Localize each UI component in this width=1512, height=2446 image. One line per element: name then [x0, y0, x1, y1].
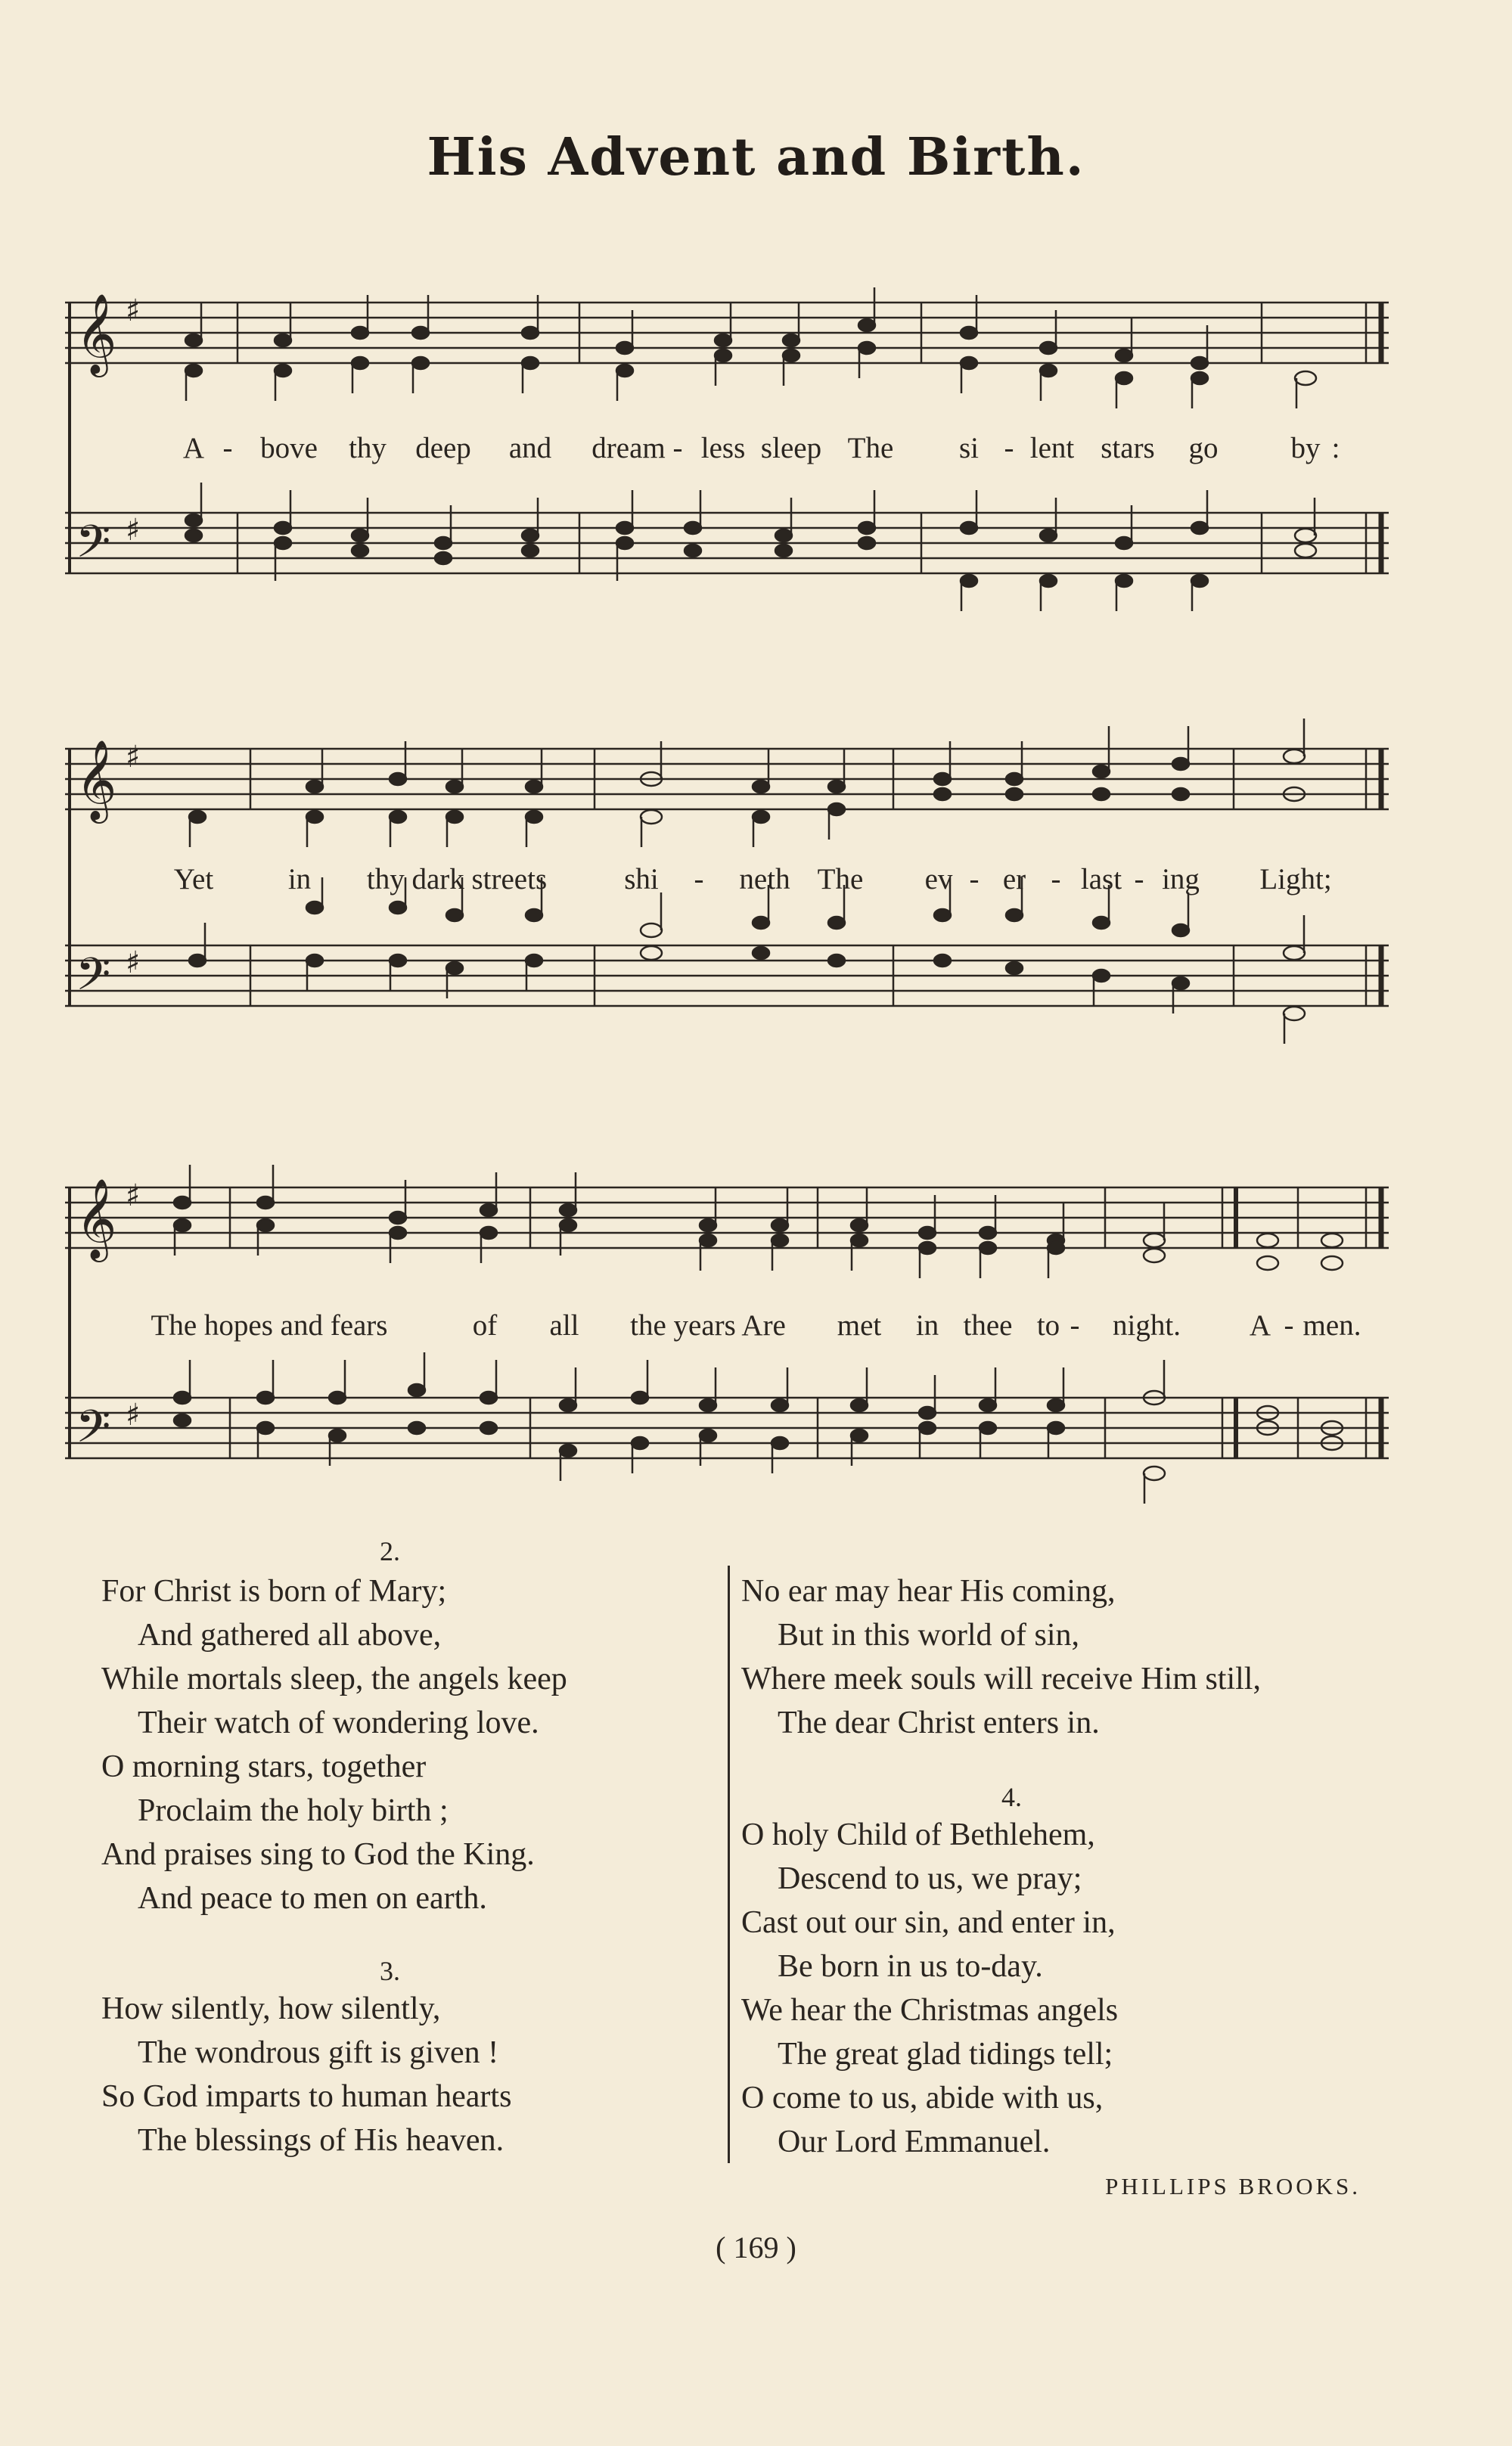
verse-line: The great glad tidings tell; [778, 2037, 1113, 2072]
svg-text:𝄢: 𝄢 [76, 515, 111, 579]
lyric-syllable: and [508, 432, 552, 464]
verse-line: No ear may hear His coming, [741, 1574, 1116, 1609]
lyric-syllable: - [1134, 863, 1144, 896]
svg-text:♯: ♯ [126, 945, 141, 980]
lyric-syllable: er [1002, 863, 1026, 896]
lyric-syllable: less [700, 432, 746, 464]
lyric-syllable: - [969, 863, 980, 896]
lyric-syllable: Yet [173, 863, 214, 896]
verse-line: And praises sing to God the King. [101, 1837, 535, 1872]
lyric-syllable: bove [260, 432, 318, 464]
author-credit: PHILLIPS BROOKS. [1105, 2173, 1361, 2199]
lyric-syllable: the years Are [630, 1309, 786, 1342]
verse-number: 3. [380, 1956, 400, 1986]
lyric-syllable: - [1051, 863, 1061, 896]
lyric-syllable: - [1004, 432, 1014, 464]
lyric-syllable: men. [1302, 1309, 1361, 1342]
verse-line: Where meek souls will receive Him still, [741, 1662, 1261, 1696]
lyric-syllable: dream [591, 432, 666, 464]
verse-line: Cast out our sin, and enter in, [741, 1905, 1116, 1940]
verse-line: O holy Child of Bethlehem, [741, 1817, 1095, 1852]
lyric-syllable: in [287, 863, 312, 896]
lyric-syllable: stars [1101, 432, 1155, 464]
lyric-syllable: thy [349, 432, 387, 464]
lyric-syllable: lent [1029, 432, 1075, 464]
lyric-syllable: all [549, 1309, 579, 1342]
lyric-syllable: in [915, 1309, 939, 1342]
lyric-syllable: A [1249, 1309, 1271, 1342]
lyric-syllable: - [672, 432, 683, 464]
verse-line: Our Lord Emmanuel. [778, 2125, 1051, 2159]
lyric-syllable: thy dark streets [366, 863, 548, 896]
lyric-syllable: met [837, 1309, 882, 1342]
music-system-3 [65, 1172, 1396, 1505]
lyric-syllable: The [847, 432, 894, 464]
verse-line: How silently, how silently, [101, 1991, 441, 2026]
svg-text:𝄞: 𝄞 [76, 1178, 117, 1259]
verse-line: The dear Christ enters in. [778, 1706, 1100, 1740]
page-title: His Advent and Birth. [427, 127, 1085, 188]
lyric-syllable: si [958, 432, 980, 464]
svg-text:𝄞: 𝄞 [76, 739, 117, 820]
lyric-syllable: deep [415, 432, 471, 464]
svg-text:♯: ♯ [126, 293, 141, 328]
verse-line: The blessings of His heaven. [138, 2123, 505, 2158]
lyric-syllable: shi [624, 863, 659, 896]
verse-line: So God imparts to human hearts [101, 2079, 512, 2114]
lyric-syllable: A [182, 432, 205, 464]
svg-text:♯: ♯ [126, 513, 141, 548]
svg-text:𝄢: 𝄢 [76, 948, 111, 1011]
lyric-syllable: night. [1113, 1309, 1181, 1342]
lyric-syllable: thee [963, 1309, 1013, 1342]
lyric-syllable: sleep [760, 432, 822, 464]
music-system-2 [65, 726, 1396, 1051]
lyric-syllable: last [1080, 863, 1122, 896]
svg-text:♯: ♯ [126, 740, 141, 774]
column-divider [728, 1566, 730, 2163]
verse-line: But in this world of sin, [778, 1618, 1080, 1653]
verse-number: 2. [380, 1536, 400, 1566]
verse-line: For Christ is born of Mary; [101, 1574, 447, 1609]
lyric-syllable: - [694, 863, 704, 896]
svg-text:𝄞: 𝄞 [76, 293, 117, 374]
svg-text:𝄢: 𝄢 [76, 1400, 111, 1464]
music-system-1 [65, 287, 1396, 613]
verse-line: O morning stars, together [101, 1749, 427, 1784]
verse-line: Proclaim the holy birth ; [138, 1793, 449, 1828]
lyric-syllable: - [1284, 1309, 1294, 1342]
lyric-syllable: to [1036, 1309, 1060, 1342]
verse-line: Be born in us to-day. [778, 1949, 1043, 1984]
verse-line: Descend to us, we pray; [778, 1861, 1082, 1896]
lyric-syllable: by [1290, 432, 1321, 464]
lyric-syllable: The hopes and fears [151, 1309, 388, 1342]
lyric-syllable: - [1070, 1309, 1080, 1342]
lyric-syllable: Light; [1259, 863, 1332, 896]
verse-line: Their watch of wondering love. [138, 1706, 539, 1740]
verse-line: While mortals sleep, the angels keep [101, 1662, 567, 1696]
verse-number: 4. [1001, 1782, 1022, 1812]
verse-line: And gathered all above, [138, 1618, 442, 1653]
svg-text:♯: ♯ [126, 1178, 141, 1213]
lyric-syllable: - [222, 432, 233, 464]
lyric-syllable: go [1188, 432, 1219, 464]
lyric-syllable: ing [1162, 863, 1200, 896]
verse-line: We hear the Christmas angels [741, 1993, 1119, 2028]
page-number: ( 169 ) [716, 2230, 796, 2264]
svg-text:♯: ♯ [126, 1398, 141, 1433]
verse-line: The wondrous gift is given ! [138, 2035, 499, 2070]
lyric-syllable: neth [739, 863, 790, 896]
verse-line: O come to us, abide with us, [741, 2081, 1104, 2115]
lyric-syllable: ev [924, 863, 953, 896]
lyric-syllable: of [472, 1309, 498, 1342]
lyric-syllable: The [817, 863, 864, 896]
lyric-syllable: : [1331, 432, 1340, 464]
verse-line: And peace to men on earth. [138, 1881, 487, 1916]
